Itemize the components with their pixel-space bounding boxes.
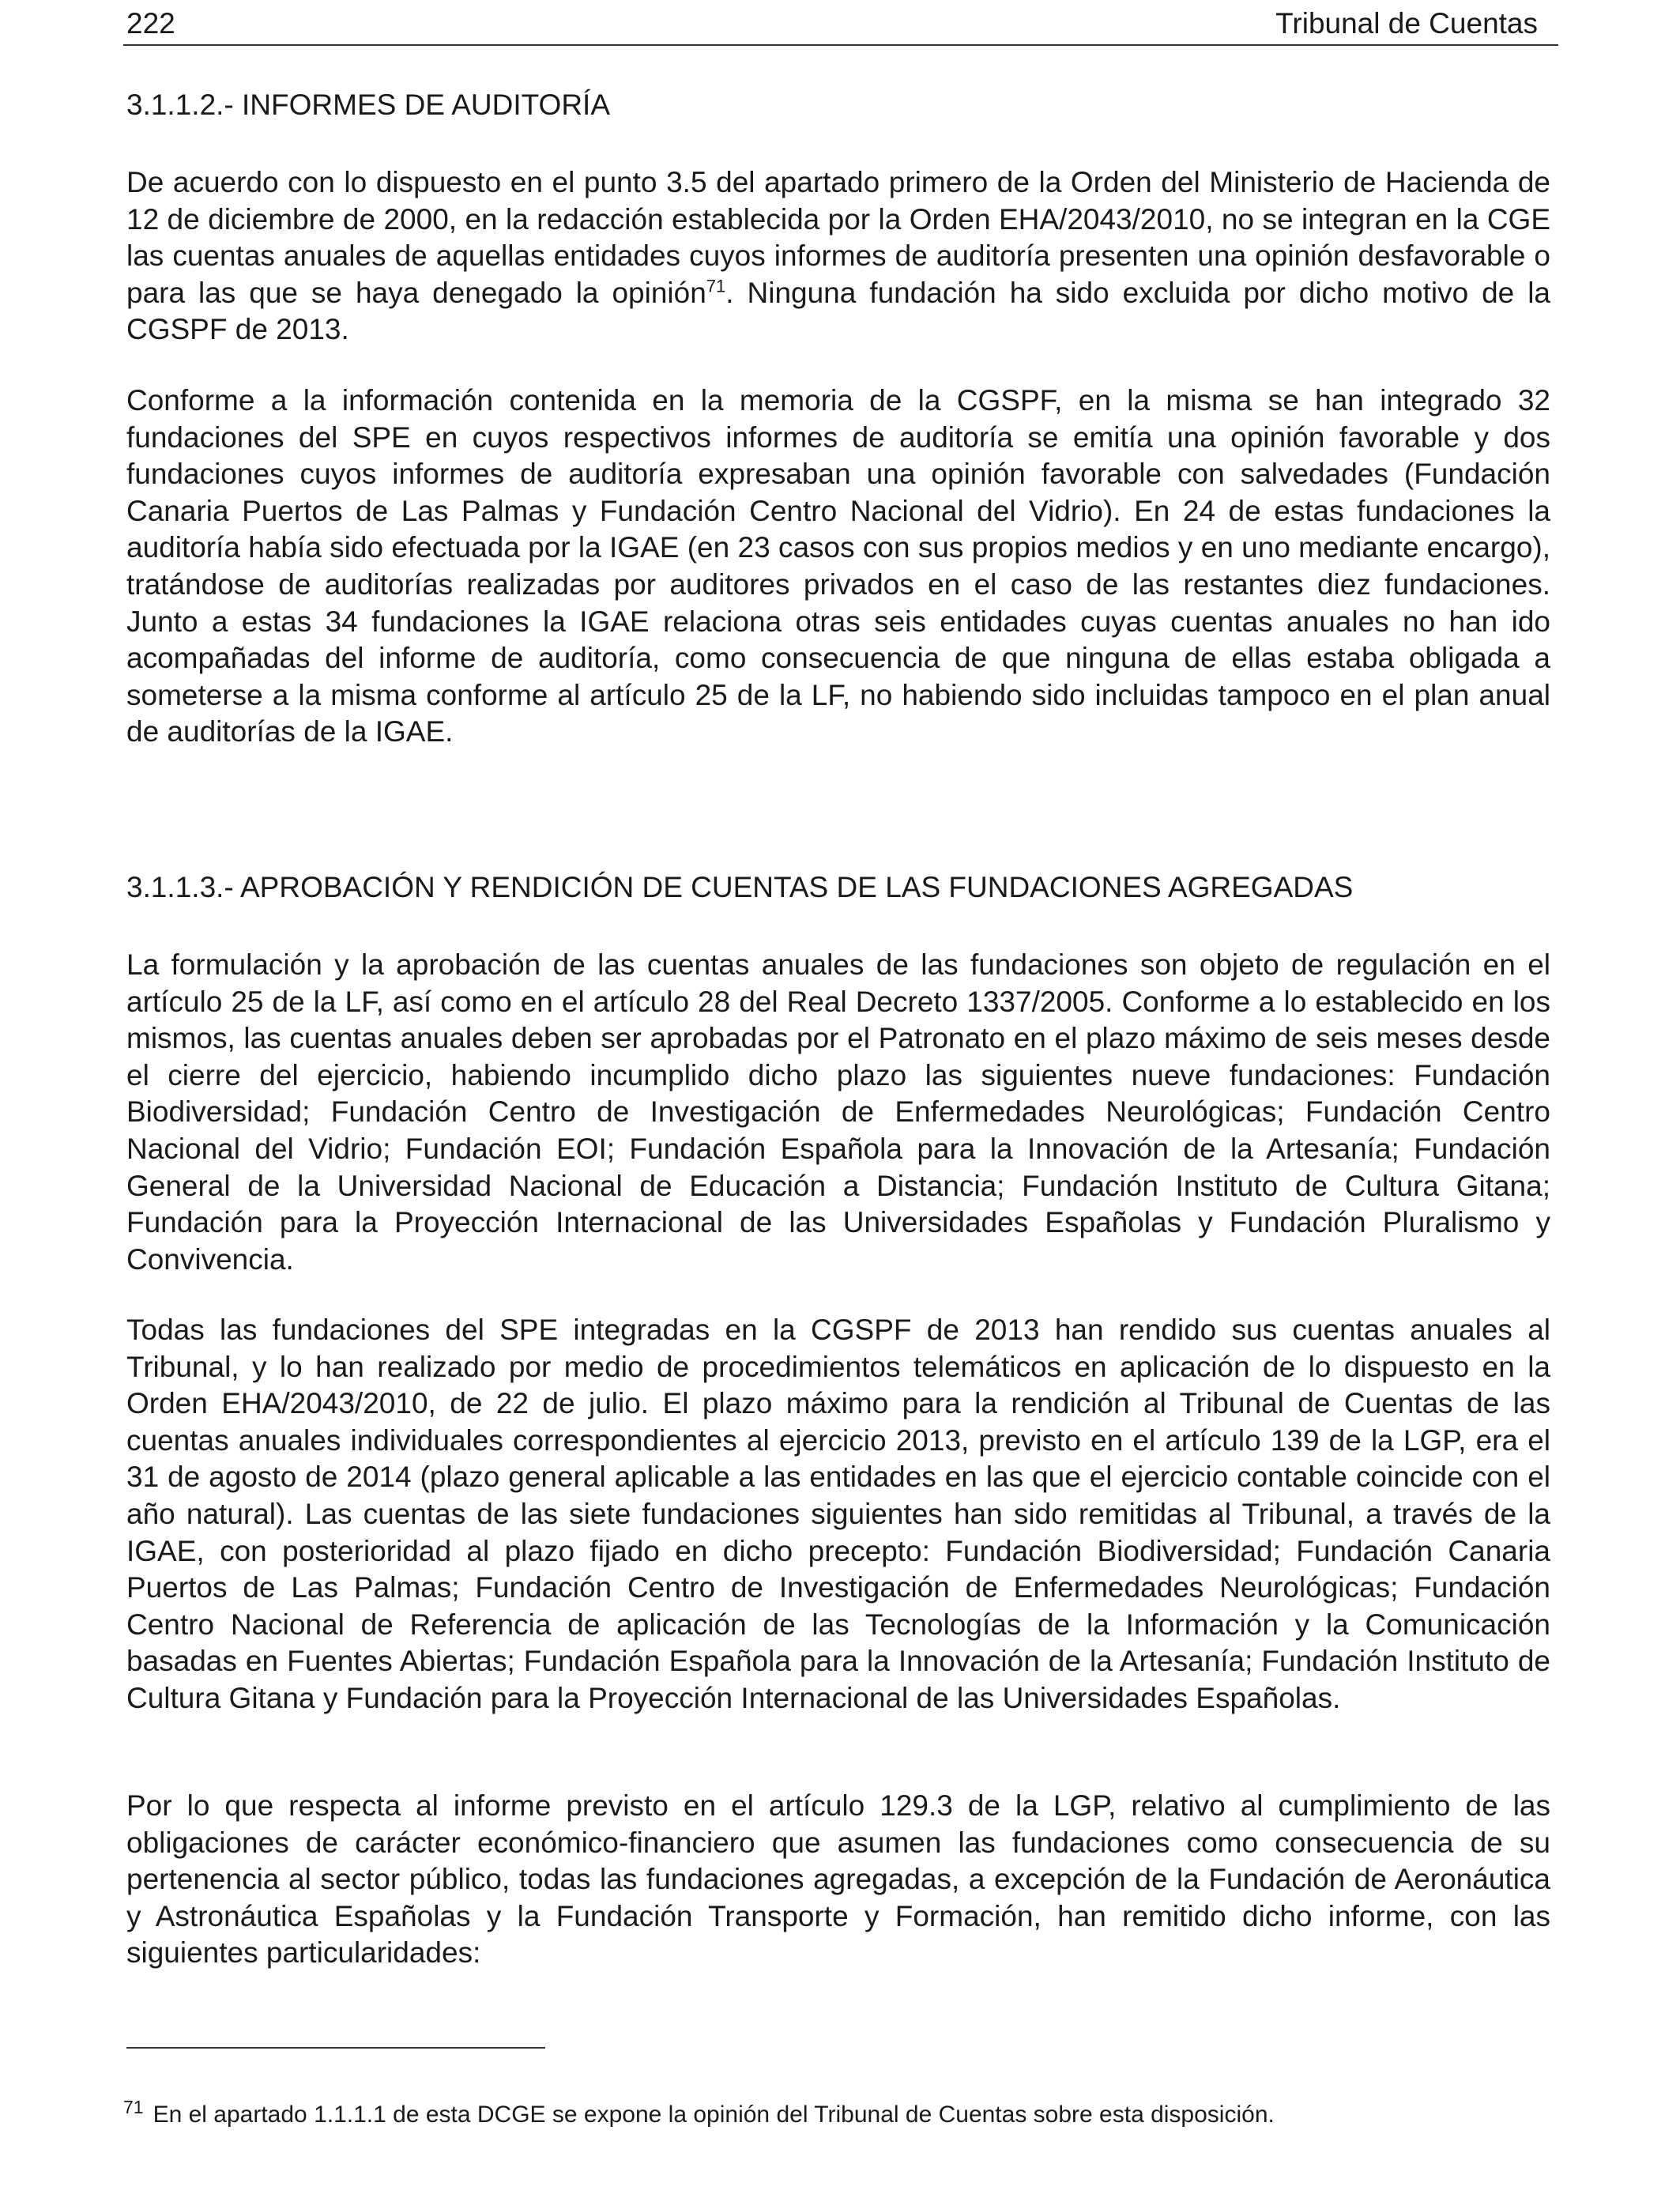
paragraph-text: . Ninguna fundación ha sido excluida por dicho motivo de la CGSPF de 2013. [126,276,1550,346]
paragraph-memoria-cgspf: Conforme a la información contenida en la memoria de la CGSPF, en la misma se han integrado 32 fundaciones del SPE en cuyos respectivos informes de auditoría se emitía una opinión favorable y dos fundaciones cuyos informes de auditoría expresaban una opinión favorable con salvedades (Fundación Canaria Puertos de Las Palmas y Fundación Centro Nacional del Vidrio). En 24 de estas fundaciones la auditoría había sido efectuada por la IGAE (en 23 casos con sus propios medios y en uno mediante encargo), tratándose de auditorías realizadas por auditores privados en el caso de las restantes diez fundaciones. Junto a estas 34 fundaciones la IGAE relaciona otras seis entidades cuyas cuentas anuales no han ido acompañadas del informe de auditoría, como consecuencia de que ninguna de ellas estaba obligada a someterse a la misma conforme al artículo 25 de la LF, no habiendo sido incluidas tampoco en el plan anual de auditorías de la IGAE. [126,384,1550,748]
running-title: Tribunal de Cuentas [1275,7,1538,40]
footnote-mark: 71 [123,2097,144,2117]
paragraph-rendicion-tribunal: Todas las fundaciones del SPE integradas en la CGSPF de 2013 han rendido sus cuentas anuales al Tribunal, y lo han realizado por medio de procedimientos telemáticos en aplicación de lo dispuesto en la Orden EHA/2043/2010, de 22 de julio. El plazo máximo para la rendición al Tribunal de Cuentas de las cuentas anuales individuales correspondientes al ejercicio 2013, previsto en el artículo 139 de la LGP, era el 31 de agosto de 2014 (plazo general aplicable a las entidades en las que el ejercicio contable coincide con el año natural). Las cuentas de las siete fundaciones siguientes han sido remitidas al Tribunal, a través de la IGAE, con posterioridad al plazo fijado en dicho precepto: Fundación Biodiversidad; Fundación Canaria Puertos de Las Palmas; Fundación Centro de Investigación de Enfermedades Neurológicas; Fundación Centro Nacional de Referencia de aplicación de las Tecnologías de la Información y la Comunicación basadas en Fuentes Abiertas; Fundación Española para la Innovación de la Artesanía; Fundación Instituto de Cultura Gitana y Fundación para la Proyección Internacional de las Universidades Españolas. [126,1314,1550,1714]
page-number: 222 [126,7,175,40]
section-heading-informes-auditoria: 3.1.1.2.- INFORMES DE AUDITORÍA [126,89,611,121]
footnote-text: En el apartado 1.1.1.1 de esta DCGE se expone la opinión del Tribunal de Cuentas sobre esta disposición. [153,2102,1275,2128]
footnote-separator [126,2047,545,2049]
section-heading-aprobacion-rendicion: 3.1.1.3.- APROBACIÓN Y RENDICIÓN DE CUENTAS DE LAS FUNDACIONES AGREGADAS [126,871,1354,903]
paragraph-formulacion-aprobacion: La formulación y la aprobación de las cuentas anuales de las fundaciones son objeto de regulación en el artículo 25 de la LF, así como en el artículo 28 del Real Decreto 1337/2005. Conforme a lo establecido en los mismos, las cuentas anuales deben ser aprobadas por el Patronato en el plazo máximo de seis meses desde el cierre del ejercicio, habiendo incumplido dicho plazo las siguientes nueve fundaciones: Fundación Biodiversidad; Fundación Centro de Investigación de Enfermedades Neurológicas; Fundación Centro Nacional del Vidrio; Fundación EOI; Fundación Española para la Innovación de la Artesanía; Fundación General de la Universidad Nacional de Educación a Distancia; Fundación Instituto de Cultura Gitana; Fundación para la Proyección Internacional de las Universidades Españolas y Fundación Pluralismo y Convivencia. [126,948,1550,1276]
footnote [123,2099,1554,2131]
paragraph-text: De acuerdo con lo dispuesto en el punto 3.5 del apartado primero de la Orden del Ministerio de Hacienda de 12 de diciembre de 2000, en la redacción establecida por la Orden EHA/2043/2010, no se integran en la CGE las cuentas anuales de aquellas entidades cuyos informes de auditoría presenten una opinión desfavorable o para las que se haya denegado la opinión [126,166,1550,309]
paragraph-informe-articulo-129: Por lo que respecta al informe previsto en el artículo 129.3 de la LGP, relativo al cumplimiento de las obligaciones de carácter económico-financiero que asumen las fundaciones como consecuencia de su pertenencia al sector público, todas las fundaciones agregadas, a excepción de la Fundación de Aeronáutica y Astronáutica Españolas y la Fundación Transporte y Formación, han remitido dicho informe, con las siguientes particularidades: [126,1789,1550,1970]
paragraph-orden-hacienda [126,164,1550,349]
page-header [123,0,1558,46]
footnote-reference: 71 [706,276,726,296]
